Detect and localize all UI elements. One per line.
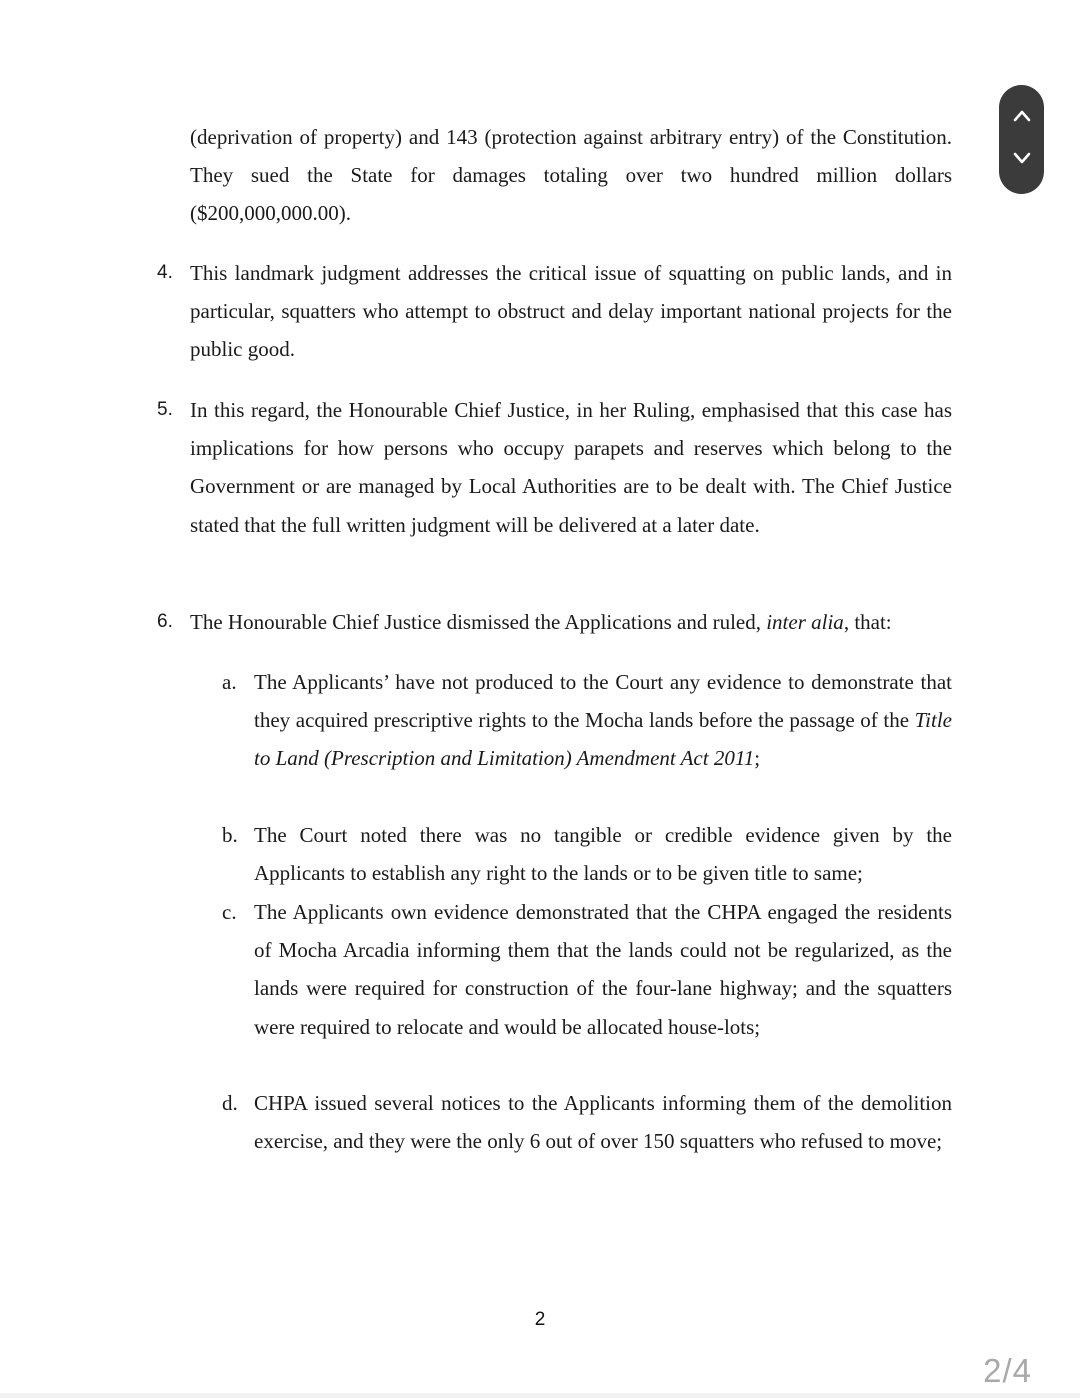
sub-item-letter: c. — [222, 900, 237, 924]
chevron-down-icon — [1012, 148, 1032, 168]
sub-item-text: CHPA issued several notices to the Applicants informing them of the demolition exercise, and they were the only 6 out of over 150 squatters who refused to move; — [254, 1091, 952, 1154]
item-number: 4. — [157, 262, 173, 283]
sub-item-c — [222, 893, 952, 1046]
sub-item-letter: b. — [222, 823, 238, 847]
item-number: 6. — [157, 611, 173, 632]
next-page-button[interactable] — [999, 133, 1044, 183]
item-text-before: The Honourable Chief Justice dismissed the Applications and ruled, — [190, 610, 767, 634]
list-item-4 — [157, 254, 952, 369]
page-number: 2 — [534, 1309, 546, 1330]
page-indicator: 2/4 — [983, 1352, 1032, 1389]
continuation-paragraph: (deprivation of property) and 143 (protection against arbitrary entry) of the Constitution. They sued the State for damages totaling over two hundred million dollars ($200,000,000.00). — [190, 125, 952, 226]
sub-item-letter: a. — [222, 670, 237, 694]
sub-item-letter: d. — [222, 1091, 238, 1115]
item-text-italic: inter alia — [766, 610, 844, 634]
sub-item-a — [222, 663, 952, 778]
chevron-up-icon — [1012, 106, 1032, 126]
sub-item-text: The Court noted there was no tangible or credible evidence given by the Applicants to establish any right to the lands or to be given title to same; — [254, 823, 952, 886]
item-number: 5. — [157, 399, 173, 420]
sub-item-text-before: The Applicants’ have not produced to the Court any evidence to demonstrate that they acquired prescriptive rights to the Mocha lands before the passage of the — [254, 670, 952, 733]
item-text: In this regard, the Honourable Chief Justice, in her Ruling, emphasised that this case has implications for how persons who occupy parapets and reserves which belong to the Government or are managed by Local Authorities are to be dealt with. The Chief Justice stated that the full written judgment will be delivered at a later date. — [190, 398, 952, 537]
item-text-after: , that: — [843, 610, 892, 634]
sub-item-act-title: Title to Land (Prescription and Limitation) Amendment Act 2011 — [254, 708, 952, 771]
page-nav-control — [999, 85, 1044, 194]
item-text: This landmark judgment addresses the critical issue of squatting on public lands, and in particular, squatters who attempt to obstruct and delay important national projects for the public good. — [190, 261, 952, 362]
list-item-6 — [157, 603, 952, 641]
sub-item-d — [222, 1084, 952, 1160]
sub-item-text: The Applicants own evidence demonstrated that the CHPA engaged the residents of Mocha Arcadia informing them that the lands could not be regularized, as the lands were required for construction of the four-lane highway; and the squatters were required to relocate and would be allocated house-lots; — [254, 900, 952, 1039]
list-item-5 — [157, 391, 952, 544]
bottom-divider — [0, 1393, 1080, 1398]
sub-item-b — [222, 816, 952, 892]
sub-item-text-after: ; — [754, 746, 761, 771]
